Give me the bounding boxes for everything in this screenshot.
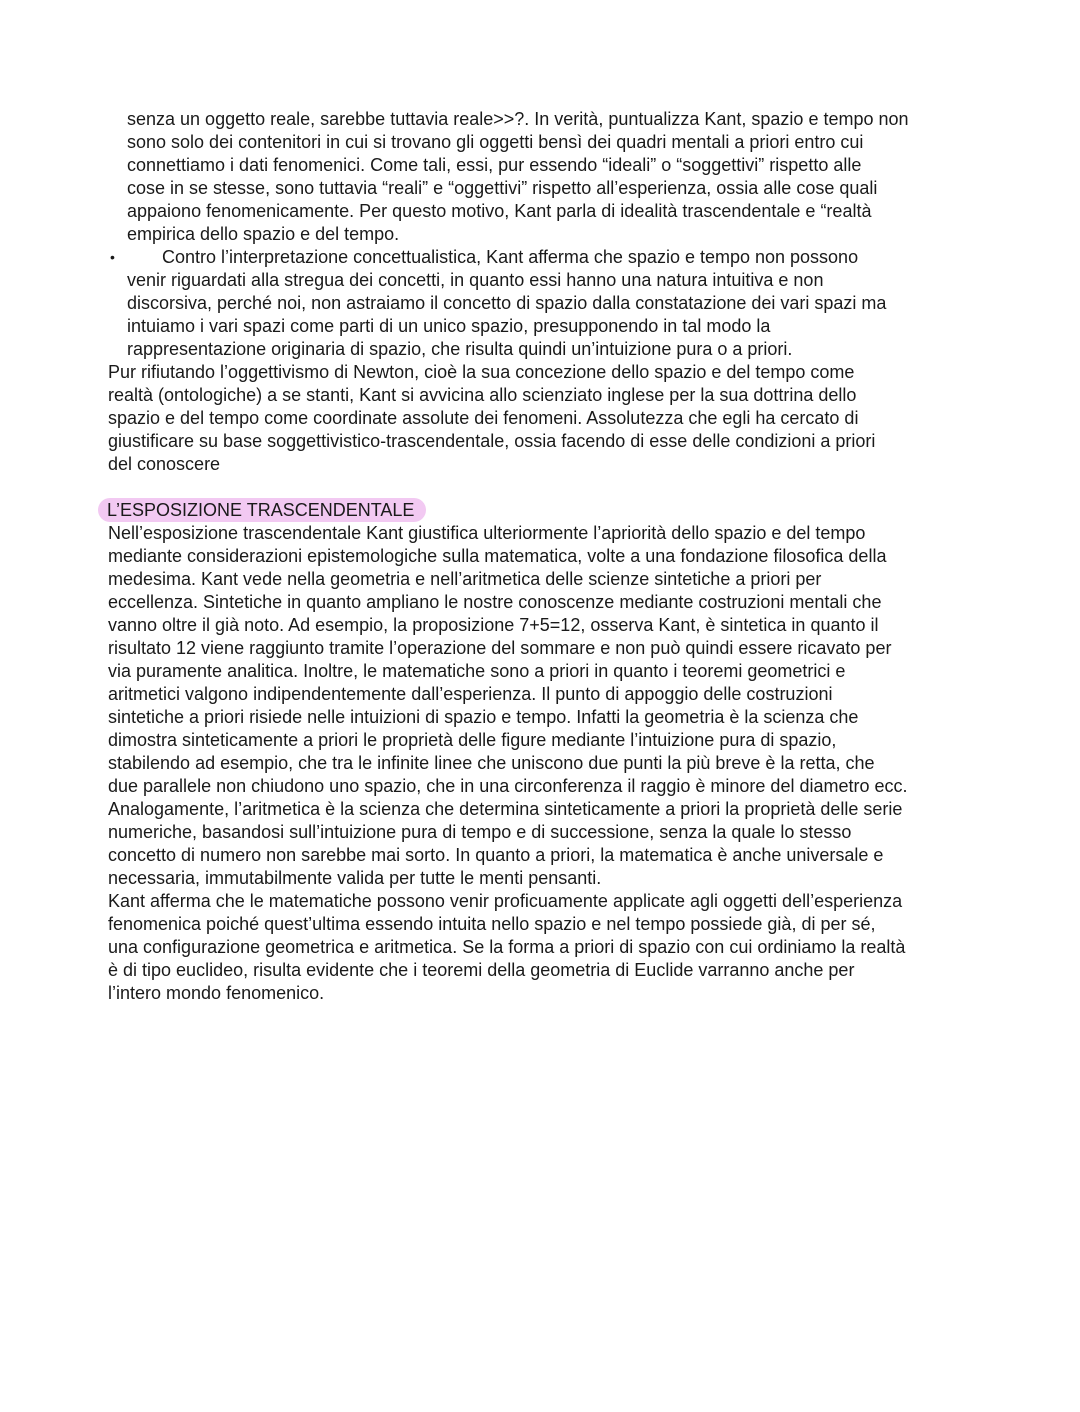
text-line: empirica dello spazio e del tempo. bbox=[127, 224, 400, 244]
text-line: dimostra sinteticamente a priori le proprietà delle figure mediante l’intuizione pura di spazio, bbox=[108, 730, 837, 750]
text-line: sono solo dei contenitori in cui si trovano gli oggetti bensì dei quadri mentali a priori entro cui bbox=[127, 132, 864, 152]
text-line: una configurazione geometrica e aritmetica. Se la forma a priori di spazio con cui ordiniamo la realtà bbox=[108, 937, 906, 957]
text-line: Analogamente, l’aritmetica è la scienza che determina sinteticamente a priori la proprietà delle serie bbox=[108, 799, 903, 819]
text-line: spazio e del tempo come coordinate assolute dei fenomeni. Assolutezza che egli ha cercato di bbox=[108, 408, 859, 428]
text-line: Nell’esposizione trascendentale Kant giustifica ulteriormente l’apriorità dello spazio e del tempo bbox=[108, 523, 866, 543]
text-line: discorsiva, perché noi, non astraiamo il concetto di spazio dalla constatazione dei vari spazi ma bbox=[127, 293, 887, 313]
text-line: necessaria, immutabilmente valida per tutte le menti pensanti. bbox=[108, 868, 602, 888]
text-line: concetto di numero non sarebbe mai sorto. In quanto a priori, la matematica è anche universale e bbox=[108, 845, 884, 865]
text-line: venir riguardati alla stregua dei concetti, in quanto essi hanno una natura intuitiva e non bbox=[127, 270, 824, 290]
text-line: aritmetici valgono indipendentemente dall’esperienza. Il punto di appoggio delle costruzioni bbox=[108, 684, 833, 704]
text-line: Contro l’interpretazione concettualistica, Kant afferma che spazio e tempo non possono bbox=[127, 247, 859, 267]
text-line: Pur rifiutando l’oggettivismo di Newton, cioè la sua concezione dello spazio e del tempo come bbox=[108, 362, 855, 382]
text-line: sintetiche a priori risiede nelle intuizioni di spazio e tempo. Infatti la geometria è la scienza che bbox=[108, 707, 859, 727]
text-line: mediante considerazioni epistemologiche sulla matematica, volte a una fondazione filosofica della bbox=[108, 546, 887, 566]
text-line: appaiono fenomenicamente. Per questo motivo, Kant parla di idealità trascendentale e “realtà bbox=[127, 201, 872, 221]
text-line: rappresentazione originaria di spazio, che risulta quindi un’intuizione pura o a priori. bbox=[127, 339, 793, 359]
text-line: intuiamo i vari spazi come parti di un unico spazio, presupponendo in tal modo la bbox=[127, 316, 771, 336]
text-line: vanno oltre il già noto. Ad esempio, la proposizione 7+5=12, osserva Kant, è sintetica in quanto il bbox=[108, 615, 879, 635]
text-line: numeriche, basandosi sull’intuizione pura di tempo e di successione, senza la quale lo stesso bbox=[108, 822, 852, 842]
text-line: giustificare su base soggettivistico-trascendentale, ossia facendo di esse delle condizioni a priori bbox=[108, 431, 876, 451]
text-line: cose in se stesse, sono tuttavia “reali” e “oggettivi” rispetto all’esperienza, ossia alle cose quali bbox=[127, 178, 878, 198]
text-line: connettiamo i dati fenomenici. Come tali, essi, pur essendo “ideali” o “soggettivi” rispetto alle bbox=[127, 155, 862, 175]
text-line: realtà (ontologiche) a se stanti, Kant si avvicina allo scienziato inglese per la sua dottrina dello bbox=[108, 385, 857, 405]
text-line: del conoscere bbox=[108, 454, 221, 474]
text-line: medesima. Kant vede nella geometria e nell’aritmetica delle scienze sintetiche a priori per bbox=[108, 569, 822, 589]
text-line: risultato 12 viene raggiunto tramite l’operazione del sommare e non può quindi essere ricavato per bbox=[108, 638, 892, 658]
text-line: fenomenica poiché quest’ultima essendo intuita nello spazio e nel tempo possiede già, di per sé, bbox=[108, 914, 876, 934]
text-line: è di tipo euclideo, risulta evidente che i teoremi della geometria di Euclide varranno anche per bbox=[108, 960, 855, 980]
text-line: due parallele non chiudono uno spazio, che in una circonferenza il raggio è minore del diametro ecc. bbox=[108, 776, 908, 796]
text-line: senza un oggetto reale, sarebbe tuttavia reale>>?. In verità, puntualizza Kant, spazio e tempo non bbox=[127, 109, 909, 129]
text-line: via puramente analitica. Inoltre, le matematiche sono a priori in quanto i teoremi geometrici e bbox=[108, 661, 846, 681]
text-line: Kant afferma che le matematiche possono venir proficuamente applicate agli oggetti dell’esperienza bbox=[108, 891, 903, 911]
text-line: eccellenza. Sintetiche in quanto ampliano le nostre conoscenze mediante costruzioni mentali che bbox=[108, 592, 882, 612]
section-heading: L’ESPOSIZIONE TRASCENDENTALE bbox=[98, 498, 426, 522]
text-line: l’intero mondo fenomenico. bbox=[108, 983, 325, 1003]
text-line: stabilendo ad esempio, che tra le infinite linee che uniscono due punti la più breve è la retta, che bbox=[108, 753, 875, 773]
bullet-marker: • bbox=[110, 249, 115, 265]
